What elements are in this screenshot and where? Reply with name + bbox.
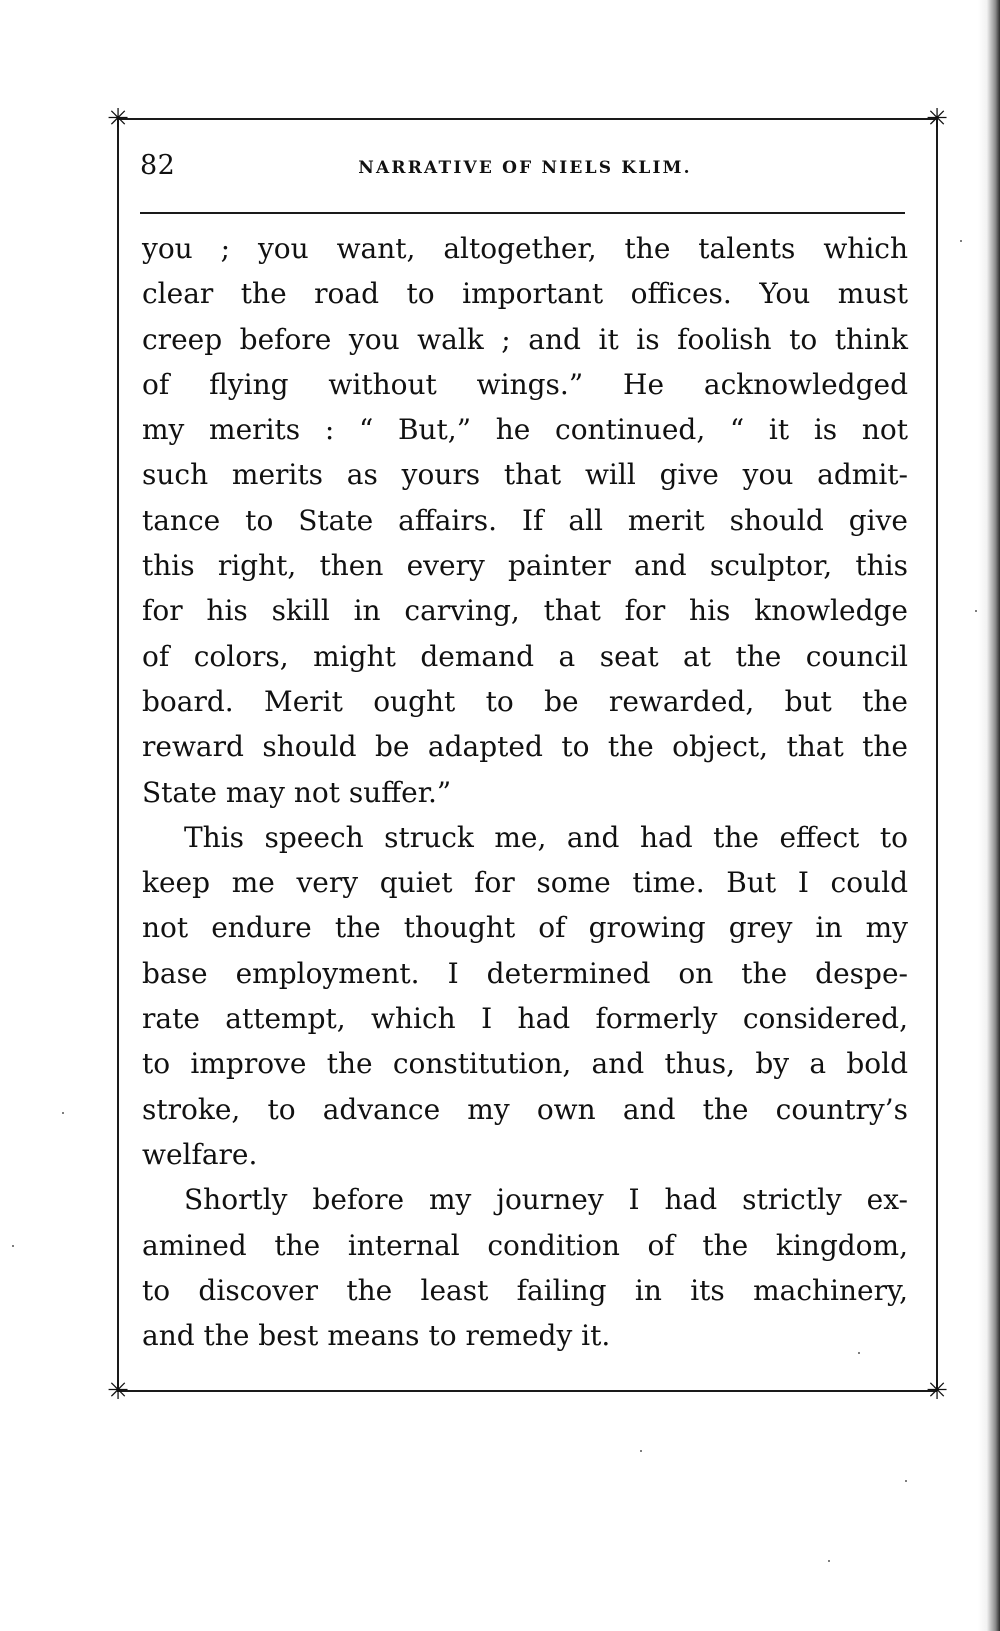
text-line: for his skill in carving, that for his knowledge (142, 594, 908, 628)
header-rule (140, 212, 905, 214)
text-line: to discover the least failing in its machinery, (142, 1273, 908, 1307)
running-title: NARRATIVE OF NIELS KLIM. (358, 158, 692, 178)
text-line: board. Merit ought to be rewarded, but the (142, 684, 908, 718)
text-line: my merits : “ But,” he continued, “ it is not (142, 413, 908, 447)
binding-edge (978, 0, 1000, 1631)
body-text (142, 226, 908, 1358)
text-line: This speech struck me, and had the effect to (184, 820, 908, 854)
text-line: such merits as yours that will give you admit- (142, 458, 908, 492)
text-line: creep before you walk ; and it is foolish to think (142, 322, 908, 356)
page-number: 82 (140, 150, 176, 181)
text-line: stroke, to advance my own and the country’s (142, 1092, 908, 1126)
text-line: amined the internal condition of the kingdom, (142, 1228, 908, 1262)
text-line: of colors, might demand a seat at the council (142, 639, 908, 673)
frame-right-rule (936, 118, 938, 1390)
text-line: keep me very quiet for some time. But I could (142, 866, 908, 900)
text-line: Shortly before my journey I had strictly ex- (184, 1183, 908, 1217)
text-line: tance to State affairs. If all merit should give (142, 503, 908, 537)
text-line: rate attempt, which I had formerly considered, (142, 1002, 908, 1036)
corner-ornament-icon: ✳ (926, 1376, 948, 1406)
text-line: reward should be adapted to the object, that the (142, 730, 908, 764)
text-line: this right, then every painter and sculptor, this (142, 549, 908, 583)
corner-ornament-icon: ✳ (926, 104, 948, 134)
text-line: not endure the thought of growing grey in my (142, 911, 908, 945)
frame-left-rule (117, 118, 119, 1390)
text-line: welfare. (142, 1137, 258, 1171)
frame-bottom-rule (117, 1390, 937, 1392)
text-line: base employment. I determined on the despe- (142, 956, 908, 990)
frame-top-rule (117, 118, 937, 120)
text-line: to improve the constitution, and thus, by a bold (142, 1047, 908, 1081)
page-header (140, 150, 910, 190)
text-line: clear the road to important offices. You must (142, 277, 908, 311)
corner-ornament-icon: ✳ (107, 1376, 129, 1406)
text-line: and the best means to remedy it. (142, 1319, 611, 1353)
text-line: of flying without wings.” He acknowledged (142, 367, 908, 401)
text-line: State may not suffer.” (142, 775, 452, 809)
corner-ornament-icon: ✳ (107, 104, 129, 134)
text-line: you ; you want, altogether, the talents which (142, 232, 908, 265)
